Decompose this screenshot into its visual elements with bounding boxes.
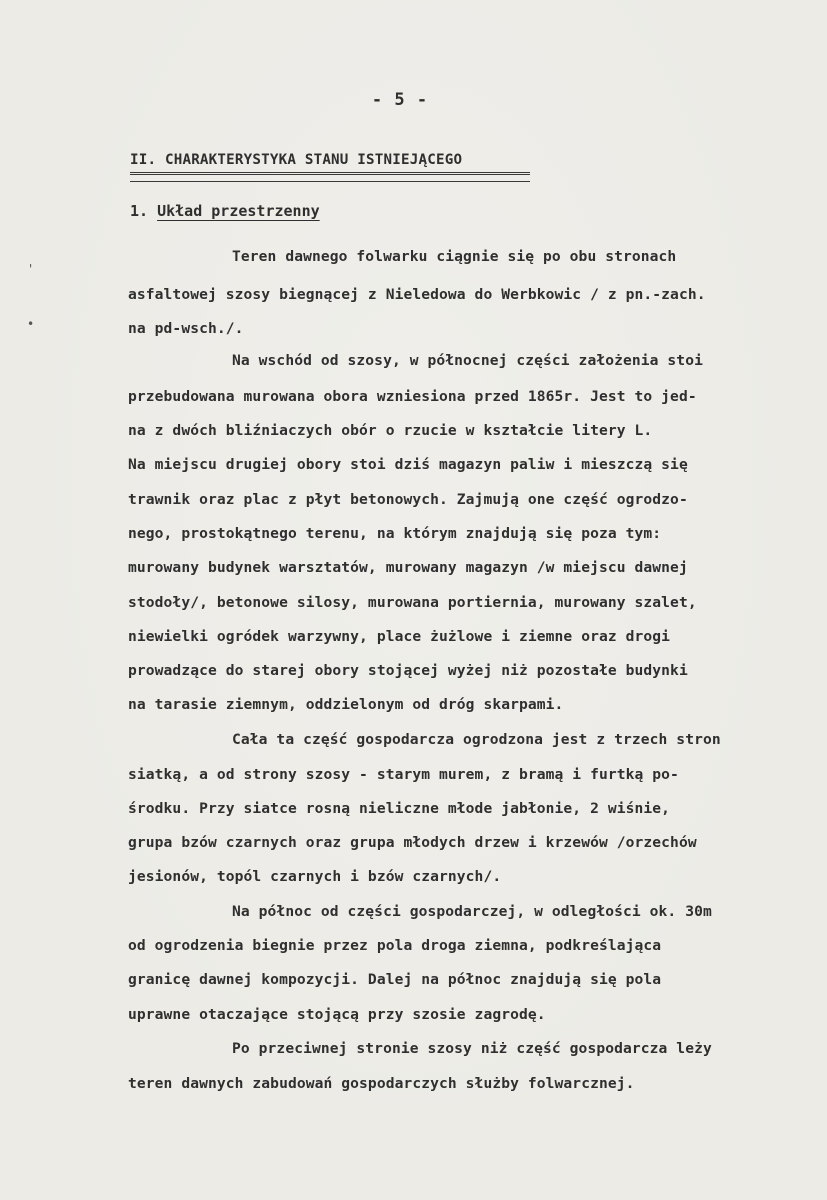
- margin-mark: ': [27, 262, 35, 276]
- text-line: Teren dawnego folwarku ciągnie się po obu stronach: [232, 248, 677, 265]
- subheading-number: 1.: [130, 202, 149, 220]
- text-line: niewielki ogródek warzywny, place żużlowe i ziemne oraz drogi: [128, 628, 671, 645]
- text-line: murowany budynek warsztatów, murowany magazyn /w miejscu dawnej: [128, 559, 688, 576]
- text-line: siatką, a od strony szosy - starym murem, z bramą i furtką po-: [128, 766, 679, 783]
- text-line: Na wschód od szosy, w północnej części założenia stoi: [232, 352, 703, 369]
- text-line: od ogrodzenia biegnie przez pola droga ziemna, podkreślająca: [128, 937, 662, 954]
- text-line: Na miejscu drugiej obory stoi dziś magazyn paliw i mieszczą się: [128, 456, 688, 473]
- text-line: asfaltowej szosy biegnącej z Nieledowa do Werbkowic / z pn.-zach.: [128, 286, 706, 303]
- subheading-title: Układ przestrzenny: [157, 202, 320, 220]
- text-line: teren dawnych zabudowań gospodarczych służby folwarcznej.: [128, 1075, 635, 1092]
- text-line: przebudowana murowana obora wzniesiona przed 1865r. Jest to jed-: [128, 388, 697, 405]
- text-line: trawnik oraz plac z płyt betonowych. Zajmują one część ogrodzo-: [128, 491, 688, 508]
- text-line: środku. Przy siatce rosną nieliczne młode jabłonie, 2 wiśnie,: [128, 800, 671, 817]
- text-line: jesionów, topól czarnych i bzów czarnych/.: [128, 868, 502, 885]
- text-line: grupa bzów czarnych oraz grupa młodych drzew i krzewów /orzechów: [128, 834, 697, 851]
- margin-mark: •: [27, 317, 35, 331]
- text-line: na z dwóch bliźniaczych obór o rzucie w kształcie litery L.: [128, 422, 653, 439]
- text-line: Cała ta część gospodarcza ogrodzona jest z trzech stron: [232, 731, 721, 748]
- heading-underline: [130, 172, 530, 182]
- text-line: prowadzące do starej obory stojącej wyżej niż pozostałe budynki: [128, 662, 688, 679]
- text-line: Po przeciwnej stronie szosy niż część gospodarcza leży: [232, 1040, 712, 1057]
- text-line: uprawne otaczające stojącą przy szosie zagrodę.: [128, 1006, 546, 1023]
- text-line: granicę dawnej kompozycji. Dalej na północ znajdują się pola: [128, 971, 662, 988]
- text-line: nego, prostokątnego terenu, na którym znajdują się poza tym:: [128, 525, 662, 542]
- text-line: Na północ od części gospodarczej, w odległości ok. 30m: [232, 903, 712, 920]
- page-number: - 5 -: [371, 90, 429, 110]
- section-heading: II. CHARAKTERYSTYKA STANU ISTNIEJĄCEGO: [130, 152, 463, 168]
- text-line: stodoły/, betonowe silosy, murowana portiernia, murowany szalet,: [128, 594, 697, 611]
- subheading: [130, 202, 320, 220]
- text-line: na pd-wsch./.: [128, 320, 244, 337]
- text-line: na tarasie ziemnym, oddzielonym od dróg skarpami.: [128, 696, 564, 713]
